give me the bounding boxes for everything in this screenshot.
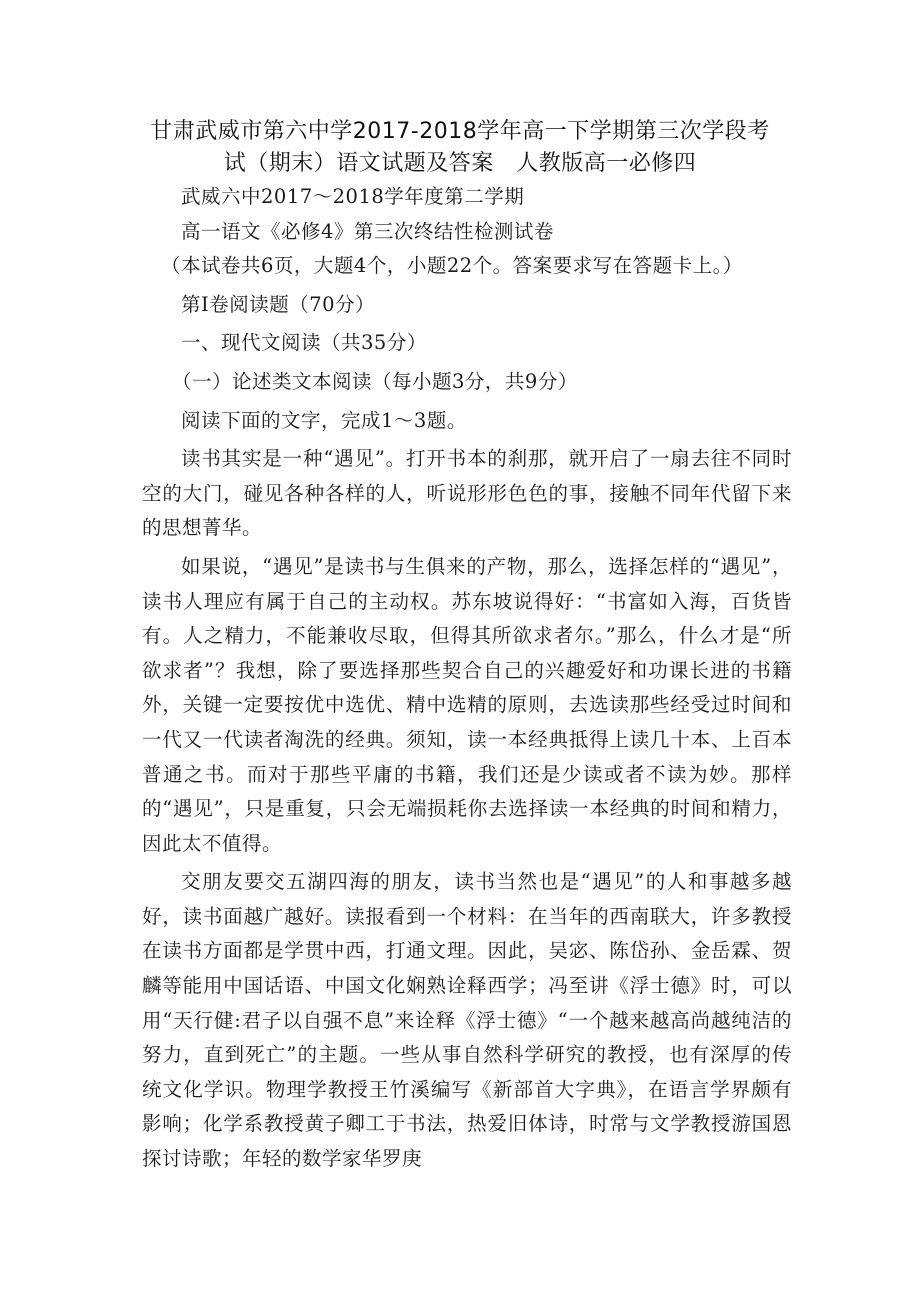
document-body	[142, 180, 792, 1177]
exam-name-line: 高一语文《必修4》第三次终结性检测试卷	[181, 219, 554, 243]
exam-instructions: （本试卷共6页，大题4个，小题22个。答案要求写在答题卡上。）	[161, 254, 743, 278]
passage-paragraph: 交朋友要交五湖四海的朋友，读书当然也是“遇见”的人和事越多越好，读书面越广越好。读报看到一个材料：在当年的西南联大，许多教授在读书方面都是学贯中西，打通文理。因此，吴宓、陈岱孙、金岳霖、贺麟等能用中国话语、中国文化娴熟诠释西学；冯至讲《浮士德》时，可以用“天行健:君子以自强不息”来诠释《浮士德》“一个越来越高尚越纯洁的努力，直到死亡”的主题。一些从事自然科学研究的教授，也有深厚的传统文化学识。物理学教授王竹溪编写《新部首大字典》，在语言学界颇有影响；化学系教授黄子卿工于书法，热爱旧体诗，时常与文学教授游国恩探讨诗歌；年轻的数学家华罗庚	[142, 870, 792, 1171]
document-title: 甘肃武威市第六中学2017-2018学年高一下学期第三次学段考试（期末）语文试题及答案 人教版高一必修四	[150, 119, 770, 176]
section-heading-part-one: 第Ⅰ卷阅读题（70分）	[181, 292, 376, 316]
section-heading-modern-reading: 一、现代文阅读（共35分）	[181, 331, 427, 355]
passage-paragraph: 读书其实是一种“遇见”。打开书本的刹那，就开启了一扇去往不同时空的大门，碰见各种各样的人，听说形形色色的事，接触不同年代留下来的思想菁华。	[142, 447, 792, 540]
school-term-line: 武威六中2017～2018学年度第二学期	[181, 185, 525, 208]
passage-paragraph: 如果说，“遇见”是读书与生俱来的产物，那么，选择怎样的“遇见”，读书人理应有属于自己的主动权。苏东坡说得好：“书富如入海，百货皆有。人之精力，不能兼收尽取，但得其所欲求者尔。”那么，什么才是“所欲求者”？我想，除了要选择那些契合自己的兴趣爱好和功课长进的书籍外，关键一定要按优中选优、精中选精的原则，去选读那些经受过时间和一代又一代读者淘洗的经典。须知，读一本经典抵得上读几十本、上百本普通之书。而对于那些平庸的书籍，我们还是少读或者不读为妙。那样的“遇见”，只是重复，只会无端损耗你去选择读一本经典的时间和精力，因此太不值得。	[142, 554, 792, 855]
subsection-heading-argumentative: （一）论述类文本阅读（每小题3分，共9分）	[172, 369, 578, 393]
reading-instruction: 阅读下面的文字，完成1～3题。	[181, 408, 467, 432]
